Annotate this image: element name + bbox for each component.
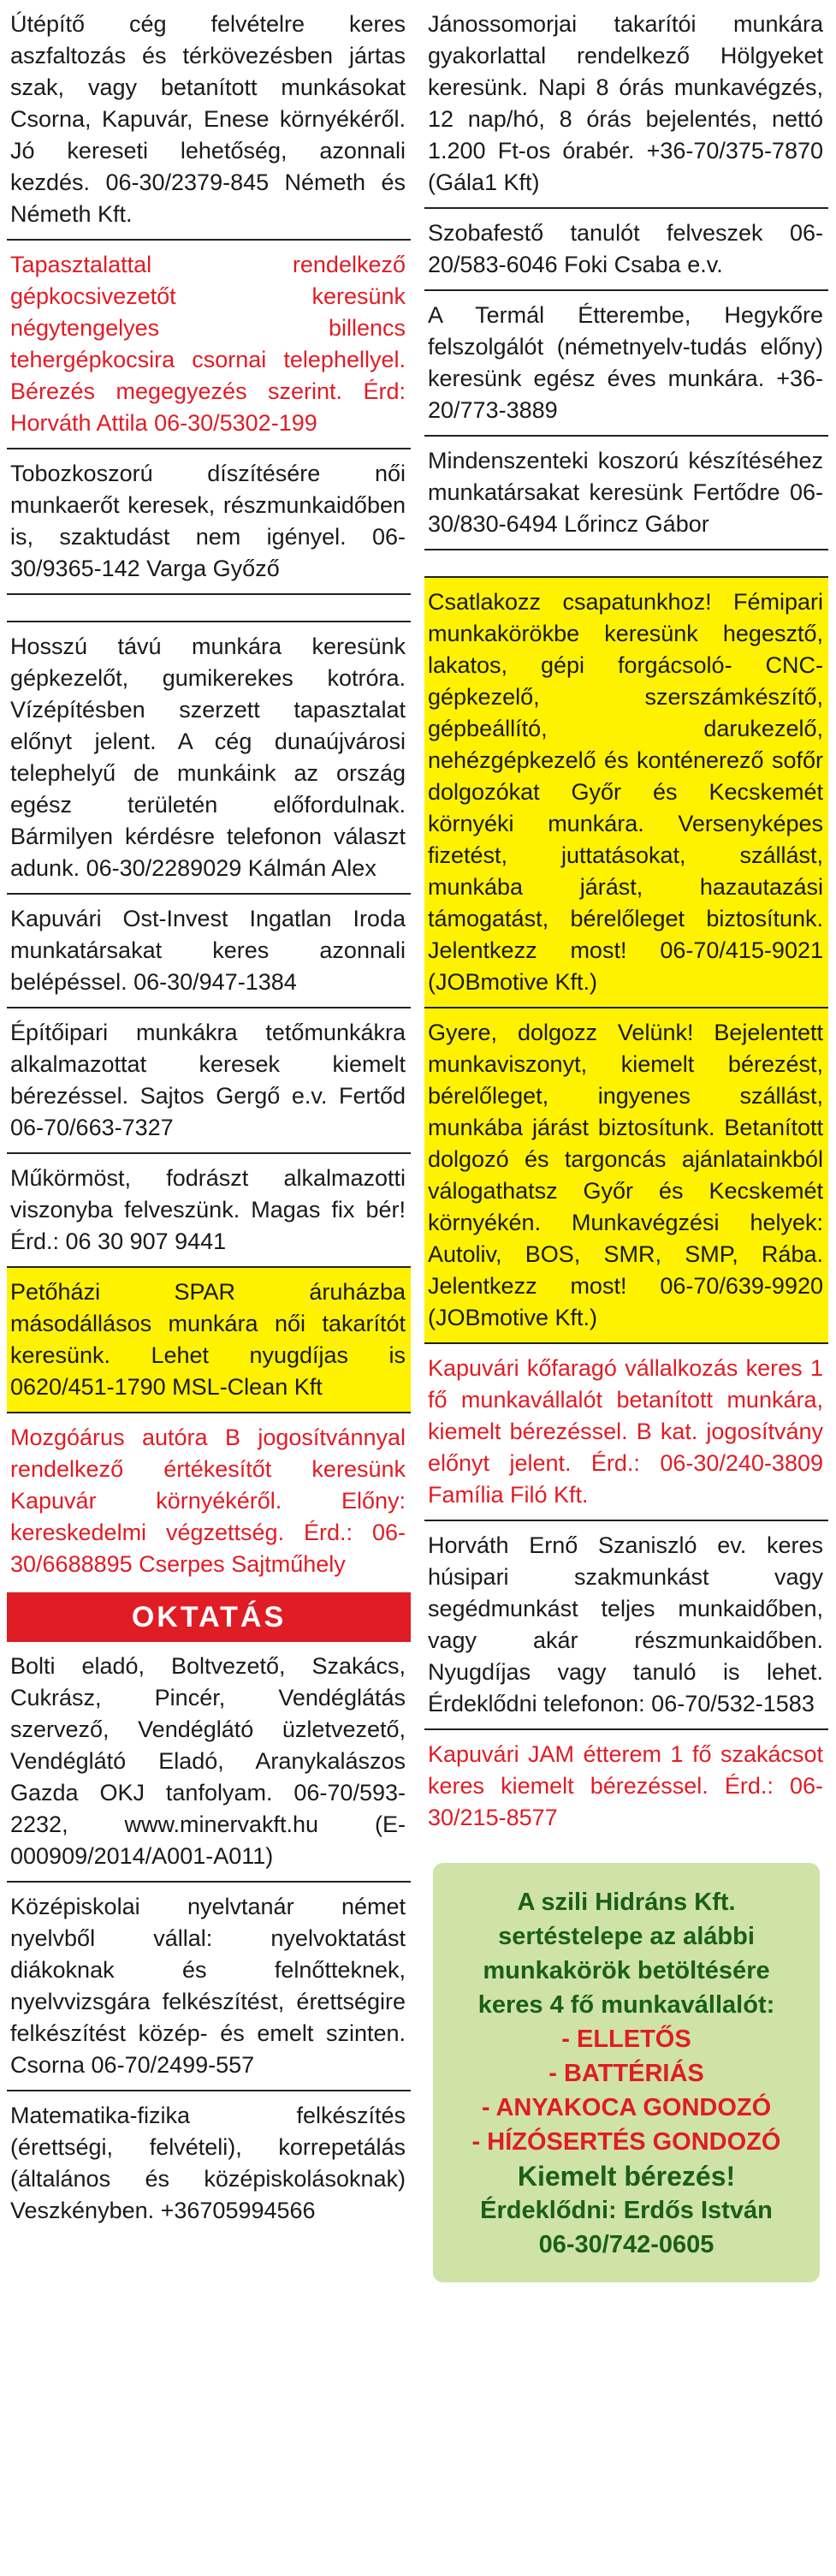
box-intro-line: A szili Hidráns Kft. [517,1889,736,1916]
education-ads [7,1642,411,2235]
classified-ad: Tapasztalattal rendelkező gépkocsivezetőt keresünk négytengelyes billencs tehergépkocsira csornai telephellyel. Bérezés megegyezés szerint. Érd: Horváth Attila 06-30/5302-199 [7,241,411,449]
classified-ad: Kapuvári kőfaragó vállalkozás keres 1 fő munkavállalót betanított munkára, kiemelt bérezéssel. B kat. jogosítvány előnyt jelent. Érd.: 06-30/240-3809 Família Filó Kft. [424,1344,828,1521]
box-intro-line: sertéstelepe az alábbi [498,1923,755,1950]
box-contact-line: 06-30/742-0605 [538,2231,714,2258]
classified-ad-highlighted: Petőházi SPAR áruházba másodállásos munkára női takarítót keresünk. Lehet nyugdíjas is 0620/451-1790 MSL-Clean Kft [7,1268,411,1413]
classified-ad: Bolti eladó, Boltvezető, Szakács, Cukrász, Pincér, Vendéglátás szervező, Vendéglátó üzletvezető, Vendéglátó Eladó, Aranykalászos Gazda OKJ tanfolyam. 06-70/593-2232, www.minervakft.hu (E-000909/2014/A001-A011) [7,1642,411,1883]
hidrans-job-box [433,1863,820,2282]
divider [7,595,411,622]
left-column [7,0,411,2235]
classified-ad: A Termál Étterembe, Hegykőre felszolgálót (németnyelv-tudás előny) keresünk egész éves munkára. +36-20/773-3889 [424,291,828,437]
box-position: - BATTÉRIÁS [548,2060,704,2087]
classified-ad: Szobafestő tanulót felveszek 06-20/583-6046 Foki Csaba e.v. [424,209,828,291]
classified-ad: Útépítő cég felvételre keres aszfaltozás és térkövezésben jártas szak, vagy betanított munkásokat Csorna, Kapuvár, Enese környékéről. Jó kereseti lehetőség, azonnali kezdés. 06-30/2379-845 Németh és Németh Kft. [7,0,411,241]
box-position: - HÍZÓSERTÉS GONDOZÓ [471,2128,781,2156]
classified-ad: Hosszú távú munkára keresünk gépkezelőt, gumikerekes kotróra. Vízépítésben szerzett tapasztalat előnyt jelent. A cég dunaújvárosi telephelyű de munkáink az ország egész területén előfordulnak. Bármilyen kérdésre telefonon választ adunk. 06-30/2289029 Kálmán Alex [7,622,411,895]
classified-ad: Építőipari munkákra tetőmunkákra alkalmazottat keresek kiemelt bérezéssel. Sajtos Gergő e.v. Fertőd 06-70/663-7327 [7,1008,411,1154]
box-highlight: Kiemelt bérezés! [517,2161,736,2192]
right-column [424,0,828,2282]
classified-ad: Mozgóárus autóra B jogosítvánnyal rendelkező értékesítőt keresünk Kapuvár környékéről. Előny: kereskedelmi végzettség. Érd.: 06-30/6688895 Cserpes Sajtműhely [10,1425,406,1577]
classified-ad: Matematika-fizika felkészítés (érettségi, felvételi), korrepetálás (általános és középiskolásoknak) Veszkényben. +36705994566 [10,2103,406,2223]
ad-block [7,0,411,1589]
classified-ad: Kapuvári Ost-Invest Ingatlan Iroda munkatársakat keres azonnali belépéssel. 06-30/947-1384 [7,895,411,1008]
ad-block [424,0,828,1842]
classified-ad-highlighted: Gyere, dolgozz Velünk! Bejelentett munkaviszonyt, kiemelt bérezést, bérelőleget, ingyenes szállást, munkába járást biztosítunk. Betanított dolgozó és targoncás ajánlatainkból válogathatsz Győr és Kecskemét környékén. Munkavégzési helyek: Autoliv, BOS, SMR, SMP, Rába. Jelentkezz most! 06-70/639-9920 (JOBmotive Kft.) [424,1008,828,1344]
box-contact-line: Érdeklődni: Erdős István [480,2197,773,2224]
section-header-oktatas: OKTATÁS [7,1592,411,1642]
classified-ad: Tobozkoszorú díszítésére női munkaerőt keresek, részmunkaidőben is, szaktudást nem igényel. 06-30/9365-142 Varga Győző [7,449,411,595]
classified-ad-highlighted: Csatlakozz csapatunkhoz! Fémipari munkakörökbe keresünk hegesztő, lakatos, gépi forgácsoló- CNC-gépkezelő, szerszámkészítő, gépbeállító, darukezelő, nehézgépkezelő és konténerező sofőr dolgozókat Győr és Kecskemét környéki munkára. Versenyképes fizetést, juttatásokat, szállást, munkába járást, hazautazási támogatást, bérelőleget biztosítunk. Jelentkezz most! 06-70/415-9021 (JOBmotive Kft.) [424,578,828,1008]
classified-ad: Jánossomorjai takarítói munkára gyakorlattal rendelkező Hölgyeket keresünk. Napi 8 órás munkavégzés, 12 nap/hó, 8 órás bejelentés, nettó 1.200 Ft-os órabér. +36-70/375-7870 (Gála1 Kft) [424,0,828,209]
box-position: - ELLETŐS [561,2026,691,2053]
box-intro-line: keres 4 fő munkavállalót: [477,1991,775,2019]
box-position: - ANYAKOCA GONDOZÓ [481,2094,772,2121]
classified-ad: Mindenszenteki koszorú készítéséhez munkatársakat keresünk Fertődre 06-30/830-6494 Lőrincz Gábor [424,437,828,550]
box-intro-line: munkakörök betöltésére [483,1957,770,1984]
classified-ad: Horváth Ernő Szaniszló ev. keres húsipari szakmunkást vagy segédmunkást teljes munkaidőben, vagy akár részmunkaidőben. Nyugdíjas vagy tanuló is lehet. Érdeklődni telefonon: 06-70/532-1583 [424,1521,828,1730]
classified-ad: Műkörmöst, fodrászt alkalmazotti viszonyba felveszünk. Magas fix bér! Érd.: 06 30 907 9441 [7,1154,411,1268]
classified-ad: Kapuvári JAM étterem 1 fő szakácsot keres kiemelt bérezéssel. Érd.: 06-30/215-8577 [428,1741,823,1830]
divider [424,550,828,578]
classified-ad: Középiskolai nyelvtanár német nyelvből vállal: nyelvoktatást diákoknak és felnőtteknek, nyelvvizsgára felkészítést, érettségire felkészítést közép- és emelt szinten. Csorna 06-70/2499-557 [7,1883,411,2091]
